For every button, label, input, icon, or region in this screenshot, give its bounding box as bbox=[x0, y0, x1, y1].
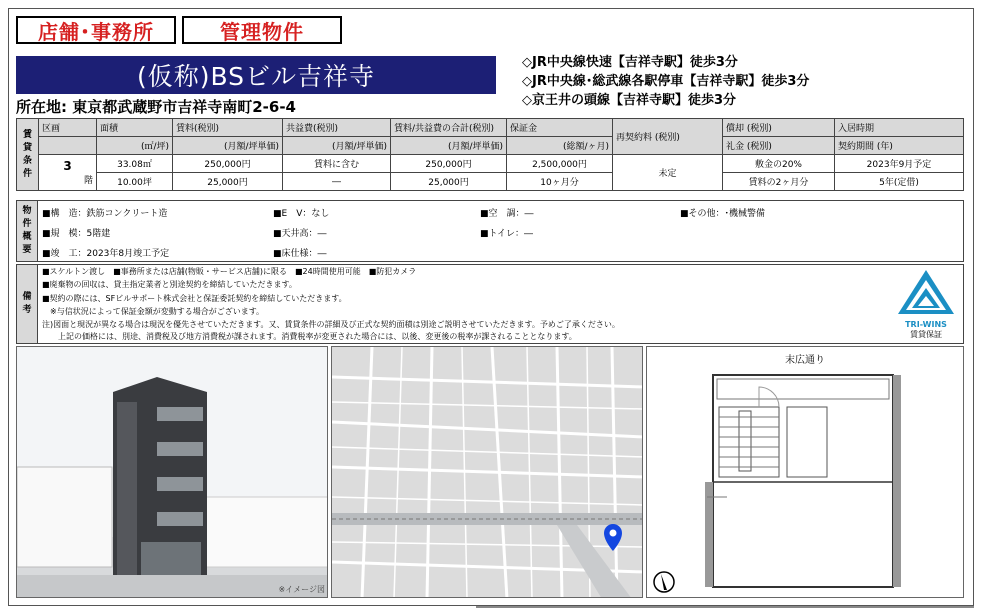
property-address: 所在地: 東京都武蔵野市吉祥寺南町2-6-4 bbox=[16, 98, 296, 116]
badge-managed: 管理物件 bbox=[182, 16, 342, 44]
floor-plan bbox=[646, 346, 964, 598]
location-map bbox=[331, 346, 643, 598]
access-item: ◇京王井の頭線【吉祥寺駅】徒歩3分 bbox=[522, 93, 737, 108]
render-caption: ※イメージ図 bbox=[278, 585, 325, 594]
hdr-common: 共益費(税別) bbox=[283, 119, 391, 137]
hdr-renewal: 再契約料 (税別) bbox=[613, 119, 723, 155]
unit-number: 3 bbox=[63, 159, 72, 173]
unit-cell bbox=[39, 155, 97, 191]
spec-structure: ■構 造：鉄筋コンクリート造 bbox=[42, 209, 168, 219]
building-rendering bbox=[16, 346, 328, 598]
amortization: 敷金の20% bbox=[723, 155, 835, 173]
remark-line: ■スケルトン渡し ■事務所または店舗(物販・サービス店舗)に限る ■24時間使用可能 ■防犯カメラ bbox=[42, 267, 417, 276]
overview-side-label: 物件概要 bbox=[16, 200, 38, 262]
hdr-area-unit: (㎡/坪) bbox=[97, 137, 173, 155]
move-in: 2023年9月予定 bbox=[835, 155, 964, 173]
floor-plan-drawing bbox=[647, 347, 964, 598]
hdr-deposit-sub: (総額/ヶ月) bbox=[507, 137, 613, 155]
tri-wins-triangle-icon bbox=[896, 268, 956, 316]
badge-property-type: 店舗･事務所 bbox=[16, 16, 176, 44]
spec-floor: ■床仕様：― bbox=[273, 249, 327, 259]
plan-street-label: 末広通り bbox=[785, 355, 825, 366]
total-tsubo: 25,000円 bbox=[391, 173, 507, 191]
key-money: 賃料の2ヶ月分 bbox=[723, 173, 835, 191]
common-monthly: 賃料に含む bbox=[283, 155, 391, 173]
spec-scale: ■規 模：5階建 bbox=[42, 229, 111, 239]
rent-tsubo: 25,000円 bbox=[173, 173, 283, 191]
contract-term: 5年(定借) bbox=[835, 173, 964, 191]
renewal-fee: 未定 bbox=[613, 155, 723, 191]
area-tsubo: 10.00坪 bbox=[97, 173, 173, 191]
north-arrow-icon bbox=[653, 571, 675, 593]
hdr-rent-sub: (月額/坪単価) bbox=[173, 137, 283, 155]
access-item: ◇JR中央線快速【吉祥寺駅】徒歩3分 bbox=[522, 55, 738, 70]
area-sqm: 33.08㎡ bbox=[97, 155, 173, 173]
spec-completion: ■竣 工：2023年8月竣工予定 bbox=[42, 249, 170, 259]
hdr-move-in: 入居時期 bbox=[835, 119, 964, 137]
rental-side-label: 賃貸条件 bbox=[17, 119, 39, 191]
logo-sub: 賃貸保証 bbox=[910, 330, 942, 339]
hdr-total-sub: (月額/坪単価) bbox=[391, 137, 507, 155]
remark-line: ■契約の際には、SFビルサポート株式会社と保証委託契約を締結していただきます。 bbox=[42, 294, 347, 303]
remark-line: ※与信状況によって保証金額が変動する場合がございます。 bbox=[42, 307, 265, 316]
common-tsubo: ― bbox=[283, 173, 391, 191]
spec-toilet: ■トイレ：― bbox=[480, 229, 534, 239]
access-item: ◇JR中央線･総武線各駅停車【吉祥寺駅】徒歩3分 bbox=[522, 74, 810, 89]
property-title: (仮称)BSビル吉祥寺 bbox=[16, 56, 496, 94]
deposit-months: 10ヶ月分 bbox=[507, 173, 613, 191]
spec-ceiling: ■天井高：― bbox=[273, 229, 327, 239]
spec-other: ■その他：･機械警備 bbox=[680, 209, 766, 219]
deposit-total: 2,500,000円 bbox=[507, 155, 613, 173]
hdr-total: 賃料/共益費の合計(税別) bbox=[391, 119, 507, 137]
hdr-area: 面積 bbox=[97, 119, 173, 137]
floor-suffix: 階 bbox=[83, 176, 93, 186]
remark-line: 上記の価格には、別途、消費税及び地方消費税が課されます。消費税率が変更された場合には、以後、変更後の税率が課されることとなります。 bbox=[42, 332, 577, 341]
logo-name: TRI-WINS bbox=[905, 320, 947, 329]
rent-monthly: 250,000円 bbox=[173, 155, 283, 173]
access-list bbox=[522, 53, 809, 110]
hdr-rent: 賃料(税別) bbox=[173, 119, 283, 137]
remark-line: 注)図面と現況が異なる場合は現況を優先させていただきます。又、賃貸条件の詳細及び正式な契約面積は別途ご説明させていただきます。予めご了承ください。 bbox=[42, 320, 620, 329]
spec-elevator: ■E V：なし bbox=[273, 209, 330, 219]
hdr-amort: 償却 (税別) bbox=[723, 119, 835, 137]
remark-line: ■廃棄物の回収は、貸主指定業者と別途契約を締結していただきます。 bbox=[42, 280, 297, 289]
spec-ac: ■空 調：― bbox=[480, 209, 534, 219]
map-image bbox=[332, 347, 643, 598]
remarks-side-label: 備考 bbox=[16, 264, 38, 344]
hdr-common-sub: (月額/坪単価) bbox=[283, 137, 391, 155]
bottom-rule bbox=[476, 606, 974, 608]
tri-wins-logo bbox=[896, 268, 956, 340]
total-monthly: 250,000円 bbox=[391, 155, 507, 173]
rental-table bbox=[16, 118, 964, 191]
hdr-unit: 区画 bbox=[39, 119, 97, 137]
hdr-term: 契約期間 (年) bbox=[835, 137, 964, 155]
hdr-deposit: 保証金 bbox=[507, 119, 613, 137]
hdr-key-money: 礼金 (税別) bbox=[723, 137, 835, 155]
building-render-image bbox=[17, 347, 328, 598]
